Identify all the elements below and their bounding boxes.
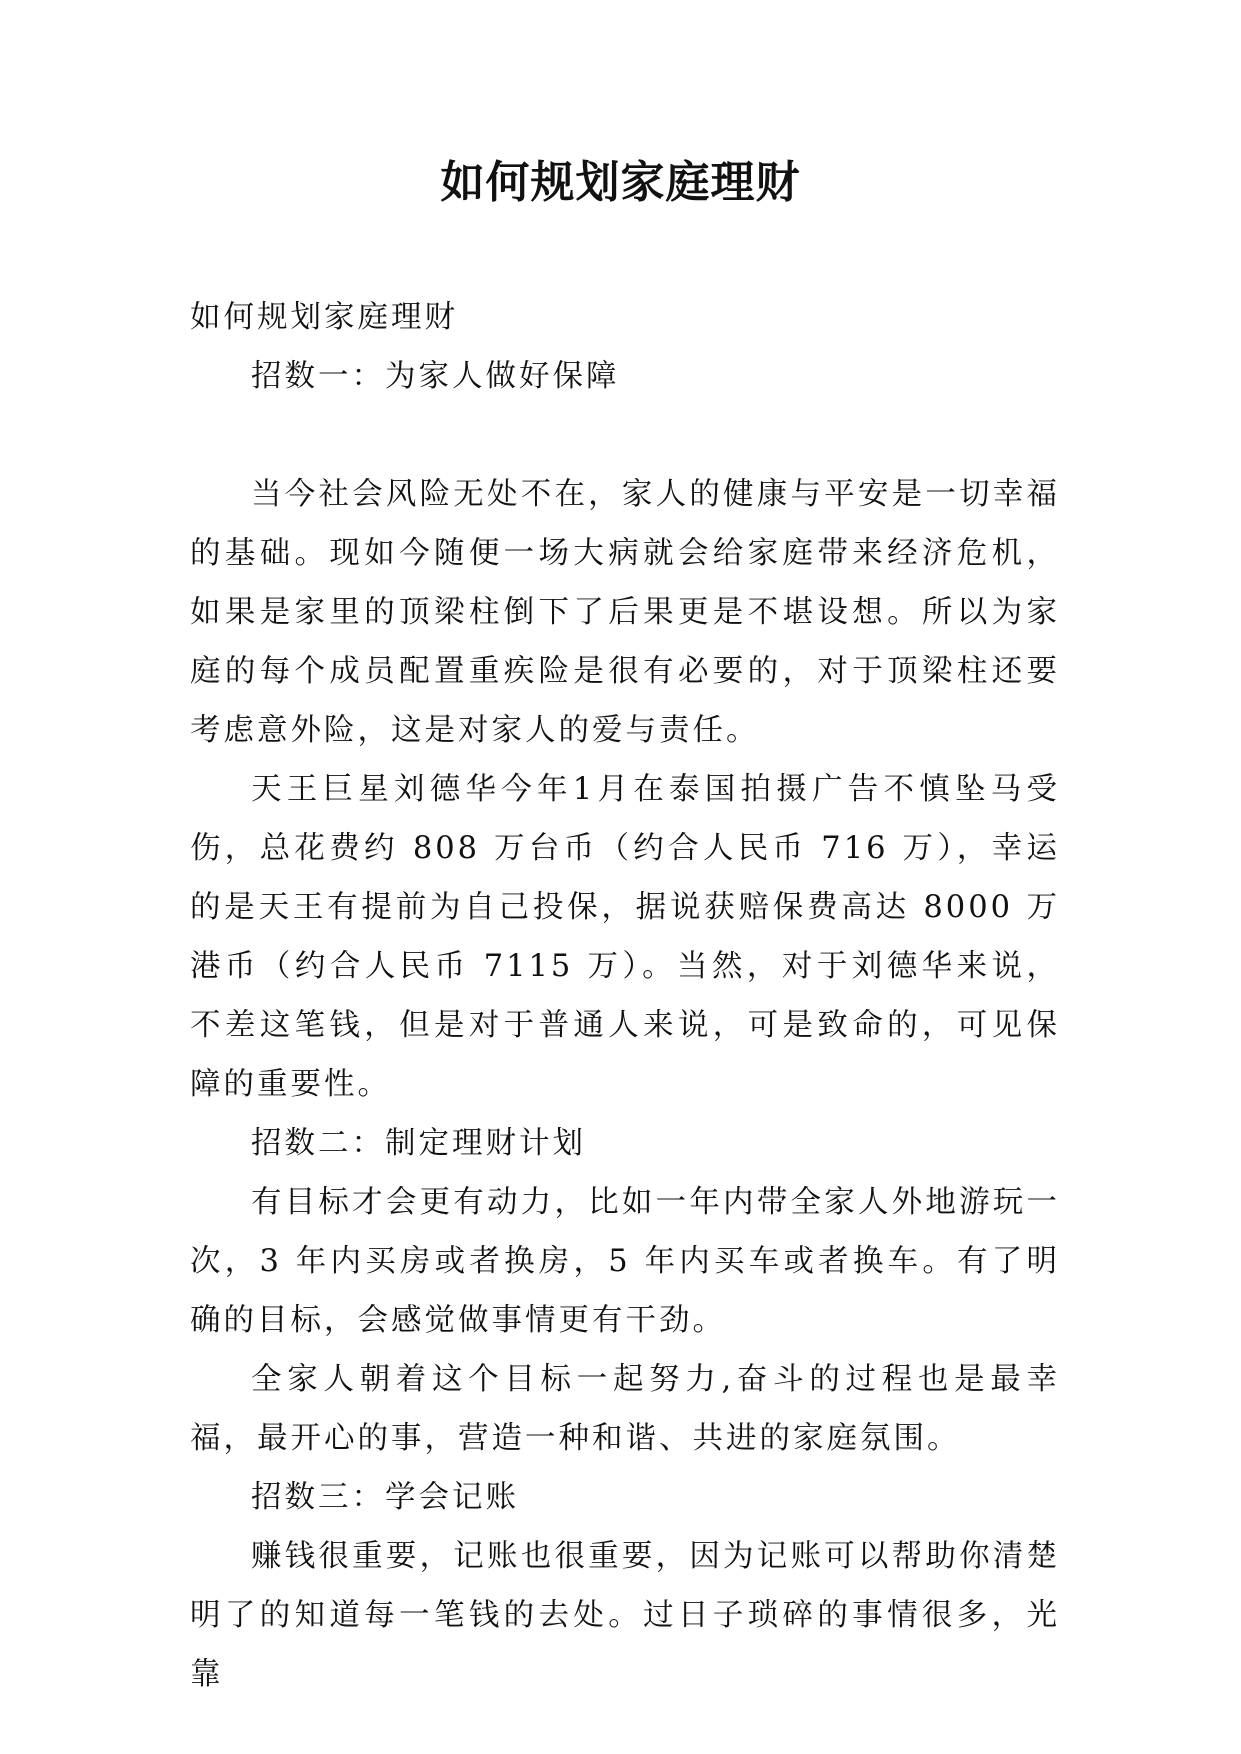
paragraph: 有目标才会更有动力，比如一年内带全家人外地游玩一次，3 年内买房或者换房，5 年内买车或者换车。有了明确的目标，会感觉做事情更有干劲。 — [190, 1185, 1060, 1338]
document-title: 如何规划家庭理财 — [440, 157, 801, 208]
section-heading-2: 招数二：制定理财计划 — [251, 1126, 586, 1161]
paragraph: 天王巨星刘德华今年1月在泰国拍摄广告不慎坠马受伤，总花费约 808 万台币（约合人民币 716 万），幸运的是天王有提前为自己投保，据说获赔保费高达 8000 万港币（约合人民币 7115 万）。当然，对于刘德华来说，不差这笔钱，但是对于普通人来说，可是致命的，可见保障的重要性。 — [190, 772, 1060, 1102]
paragraph-heading: 如何规划家庭理财 — [190, 300, 458, 335]
paragraph: 全家人朝着这个目标一起努力,奋斗的过程也是最幸福，最开心的事，营造一种和谐、共进的家庭氛围。 — [190, 1362, 1060, 1456]
section-heading-3: 招数三：学会记账 — [251, 1480, 519, 1515]
document-body — [190, 288, 1060, 1704]
blank-line — [190, 406, 1060, 465]
section-heading-1: 招数一：为家人做好保障 — [251, 359, 620, 394]
paragraph: 当今社会风险无处不在，家人的健康与平安是一切幸福的基础。现如今随便一场大病就会给家庭带来经济危机，如果是家里的顶梁柱倒下了后果更是不堪设想。所以为家庭的每个成员配置重疾险是很有必要的，对于顶梁柱还要考虑意外险，这是对家人的爱与责任。 — [190, 477, 1060, 748]
paragraph: 赚钱很重要，记账也很重要，因为记账可以帮助你清楚明了的知道每一笔钱的去处。过日子琐碎的事情很多，光靠 — [190, 1539, 1060, 1692]
